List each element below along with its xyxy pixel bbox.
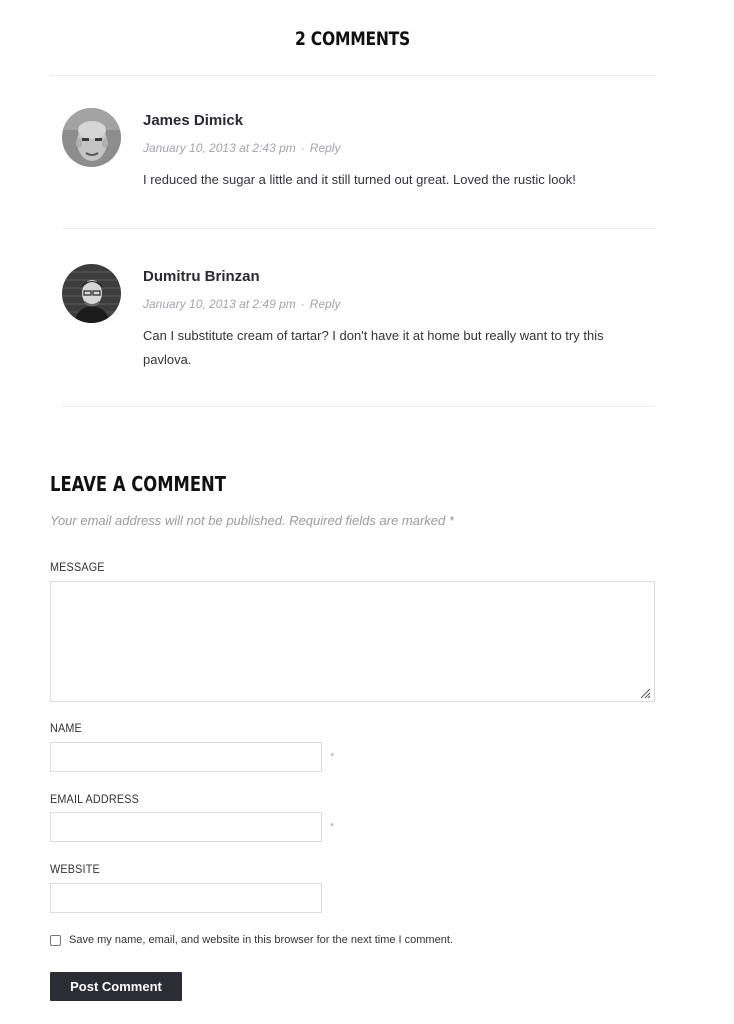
- save-info-label[interactable]: Save my name, email, and website in this browser for the next time I comment.: [69, 934, 453, 946]
- meta-separator: ·: [300, 141, 305, 155]
- resize-handle-icon[interactable]: [639, 686, 651, 698]
- form-title: LEAVE A COMMENT: [50, 472, 226, 496]
- name-input[interactable]: [50, 742, 322, 772]
- reply-link[interactable]: Reply: [309, 297, 341, 311]
- comment-meta: [143, 141, 340, 155]
- post-comment-button[interactable]: Post Comment: [50, 972, 182, 1001]
- comment-date[interactable]: January 10, 2013 at 2:49 pm: [143, 297, 296, 311]
- comment-divider: [62, 406, 655, 407]
- name-label: NAME: [50, 721, 82, 735]
- comment-item: [62, 264, 655, 374]
- reply-link[interactable]: Reply: [309, 141, 341, 155]
- comments-top-divider: [50, 75, 655, 76]
- email-input[interactable]: [50, 812, 322, 842]
- meta-separator: ·: [300, 297, 305, 311]
- comment-text: I reduced the sugar a little and it still turned out great. Loved the rustic look!: [143, 172, 576, 187]
- message-label: MESSAGE: [50, 560, 105, 574]
- comment-divider: [62, 228, 655, 229]
- comments-title: 2 COMMENTS: [294, 28, 411, 50]
- message-textarea[interactable]: [50, 581, 655, 702]
- form-notes: Your email address will not be published. Required fields are marked *: [50, 513, 454, 528]
- website-label: WEBSITE: [50, 862, 100, 876]
- email-required-mark: *: [330, 821, 335, 833]
- comment-date[interactable]: January 10, 2013 at 2:43 pm: [143, 141, 296, 155]
- email-label: EMAIL ADDRESS: [50, 792, 139, 806]
- comment-author[interactable]: Dumitru Brinzan: [143, 268, 260, 285]
- comment-meta: [143, 297, 340, 311]
- avatar[interactable]: [62, 108, 121, 167]
- save-info-checkbox[interactable]: [50, 935, 61, 946]
- comment-item: [62, 108, 655, 188]
- avatar[interactable]: [62, 264, 121, 323]
- comment-author[interactable]: James Dimick: [143, 112, 244, 129]
- website-input[interactable]: [50, 883, 322, 913]
- comment-text: Can I substitute cream of tartar? I don't have it at home but really want to try this pavlova.: [143, 328, 604, 367]
- name-required-mark: *: [330, 751, 335, 763]
